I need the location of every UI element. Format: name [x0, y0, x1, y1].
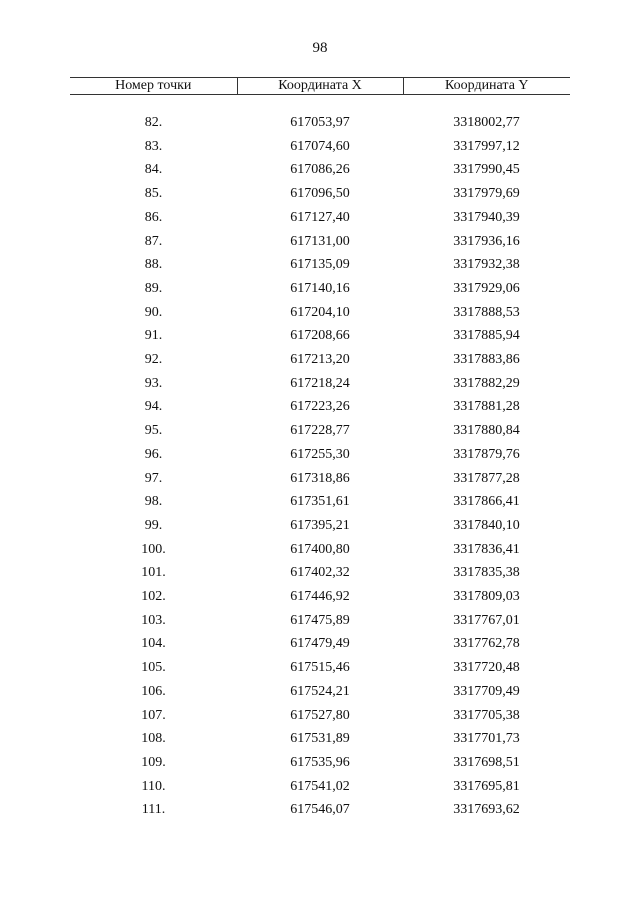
cell-coordinate-x: 617213,20 [290, 352, 350, 368]
cell-point-number: 110. [141, 778, 166, 794]
cell-coordinate-x: 617531,89 [290, 731, 350, 747]
cell-coordinate-y: 3317881,28 [453, 399, 520, 415]
cell-point-number: 91. [144, 328, 163, 344]
cell-coordinate-x: 617400,80 [290, 541, 350, 557]
table-row [70, 632, 570, 656]
cell-point-number: 86. [144, 209, 163, 225]
header-coordinate-y: Координата Y [403, 78, 570, 95]
cell-coordinate-x: 617086,26 [290, 162, 350, 178]
cell-coordinate-x: 617546,07 [290, 802, 350, 818]
cell-coordinate-y: 3317809,03 [453, 589, 520, 605]
table-row [70, 490, 570, 514]
table-row [70, 798, 570, 822]
table-row [70, 395, 570, 419]
cell-coordinate-y: 3317866,41 [453, 494, 520, 510]
cell-coordinate-x: 617223,26 [290, 399, 350, 415]
cell-coordinate-x: 617351,61 [290, 494, 350, 510]
cell-coordinate-x: 617131,00 [290, 233, 350, 249]
cell-coordinate-x: 617053,97 [290, 115, 350, 130]
table-row [70, 538, 570, 562]
cell-point-number: 108. [141, 731, 166, 747]
cell-coordinate-y: 3317835,38 [453, 565, 520, 581]
cell-point-number: 85. [144, 186, 163, 202]
table-body [70, 95, 570, 823]
cell-coordinate-y: 3317879,76 [453, 446, 520, 462]
cell-coordinate-x: 617140,16 [290, 280, 350, 296]
table-row [70, 182, 570, 206]
cell-point-number: 88. [144, 257, 163, 273]
cell-coordinate-y: 3317997,12 [453, 138, 520, 154]
cell-coordinate-y: 3318002,77 [453, 115, 520, 130]
cell-coordinate-x: 617527,80 [290, 707, 350, 723]
table-header [70, 78, 570, 95]
header-coordinate-x: Координата X [237, 78, 403, 95]
cell-coordinate-y: 3317767,01 [453, 612, 520, 628]
cell-coordinate-y: 3317932,38 [453, 257, 520, 273]
table-row [70, 419, 570, 443]
cell-coordinate-x: 617479,49 [290, 636, 350, 652]
table-row [70, 135, 570, 159]
cell-point-number: 97. [144, 470, 163, 486]
cell-coordinate-y: 3317888,53 [453, 304, 520, 320]
table-row [70, 206, 570, 230]
table-row [70, 727, 570, 751]
cell-point-number: 83. [144, 138, 163, 154]
cell-point-number: 90. [144, 304, 163, 320]
table-row [70, 751, 570, 775]
cell-point-number: 107. [141, 707, 166, 723]
cell-coordinate-y: 3317877,28 [453, 470, 520, 486]
coordinates-table [70, 77, 570, 822]
table-row [70, 253, 570, 277]
cell-coordinate-x: 617446,92 [290, 589, 350, 605]
cell-point-number: 105. [141, 660, 166, 676]
cell-coordinate-x: 617255,30 [290, 446, 350, 462]
cell-point-number: 99. [144, 517, 163, 533]
cell-coordinate-x: 617515,46 [290, 660, 350, 676]
cell-coordinate-y: 3317979,69 [453, 186, 520, 202]
cell-coordinate-y: 3317720,48 [453, 660, 520, 676]
cell-coordinate-x: 617318,86 [290, 470, 350, 486]
table-row [70, 301, 570, 325]
cell-point-number: 100. [141, 541, 166, 557]
cell-coordinate-y: 3317990,45 [453, 162, 520, 178]
cell-coordinate-x: 617204,10 [290, 304, 350, 320]
cell-coordinate-x: 617395,21 [290, 517, 350, 533]
cell-point-number: 104. [141, 636, 166, 652]
cell-point-number: 103. [141, 612, 166, 628]
cell-coordinate-y: 3317693,62 [453, 802, 520, 818]
cell-coordinate-x: 617541,02 [290, 778, 350, 794]
cell-point-number: 87. [144, 233, 163, 249]
cell-point-number: 89. [144, 280, 163, 296]
table-row [70, 514, 570, 538]
cell-coordinate-y: 3317709,49 [453, 683, 520, 699]
cell-coordinate-y: 3317936,16 [453, 233, 520, 249]
cell-coordinate-y: 3317929,06 [453, 280, 520, 296]
table-row [70, 277, 570, 301]
cell-coordinate-x: 617096,50 [290, 186, 350, 202]
cell-point-number: 84. [144, 162, 163, 178]
table-row [70, 585, 570, 609]
cell-coordinate-y: 3317883,86 [453, 352, 520, 368]
cell-point-number: 98. [144, 494, 163, 510]
cell-coordinate-x: 617218,24 [290, 375, 350, 391]
table-row [70, 158, 570, 182]
cell-coordinate-x: 617208,66 [290, 328, 350, 344]
header-point-number: Номер точки [70, 78, 237, 95]
cell-coordinate-y: 3317705,38 [453, 707, 520, 723]
cell-coordinate-x: 617535,96 [290, 754, 350, 770]
cell-coordinate-y: 3317882,29 [453, 375, 520, 391]
table-row [70, 372, 570, 396]
cell-coordinate-x: 617402,32 [290, 565, 350, 581]
cell-coordinate-x: 617127,40 [290, 209, 350, 225]
header-row [70, 78, 570, 95]
cell-point-number: 109. [141, 754, 166, 770]
table-row [70, 111, 570, 135]
table-row [70, 348, 570, 372]
cell-coordinate-y: 3317698,51 [453, 754, 520, 770]
table-row [70, 467, 570, 491]
cell-coordinate-y: 3317885,94 [453, 328, 520, 344]
table-row [70, 561, 570, 585]
cell-coordinate-y: 3317762,78 [453, 636, 520, 652]
cell-point-number: 102. [141, 589, 166, 605]
table-row [70, 609, 570, 633]
cell-coordinate-y: 3317701,73 [453, 731, 520, 747]
cell-point-number: 93. [144, 375, 163, 391]
table-row [70, 324, 570, 348]
cell-point-number: 101. [141, 565, 166, 581]
table-row [70, 704, 570, 728]
cell-coordinate-y: 3317880,84 [453, 423, 520, 439]
table-row [70, 656, 570, 680]
cell-point-number: 96. [144, 446, 163, 462]
cell-coordinate-x: 617074,60 [290, 138, 350, 154]
cell-coordinate-x: 617475,89 [290, 612, 350, 628]
cell-coordinate-y: 3317940,39 [453, 209, 520, 225]
cell-coordinate-y: 3317836,41 [453, 541, 520, 557]
cell-point-number: 82. [144, 115, 163, 130]
page-number: 98 [312, 40, 328, 56]
cell-point-number: 106. [141, 683, 166, 699]
cell-point-number: 94. [144, 399, 163, 415]
cell-coordinate-y: 3317695,81 [453, 778, 520, 794]
table-row [70, 775, 570, 799]
cell-coordinate-y: 3317840,10 [453, 517, 520, 533]
table-row [70, 680, 570, 704]
cell-point-number: 92. [144, 352, 163, 368]
header-spacer [70, 95, 570, 112]
table-row [70, 443, 570, 467]
table-row [70, 230, 570, 254]
cell-point-number: 95. [144, 423, 163, 439]
cell-coordinate-x: 617228,77 [290, 423, 350, 439]
cell-coordinate-x: 617135,09 [290, 257, 350, 273]
cell-coordinate-x: 617524,21 [290, 683, 350, 699]
cell-point-number: 111. [141, 802, 166, 818]
